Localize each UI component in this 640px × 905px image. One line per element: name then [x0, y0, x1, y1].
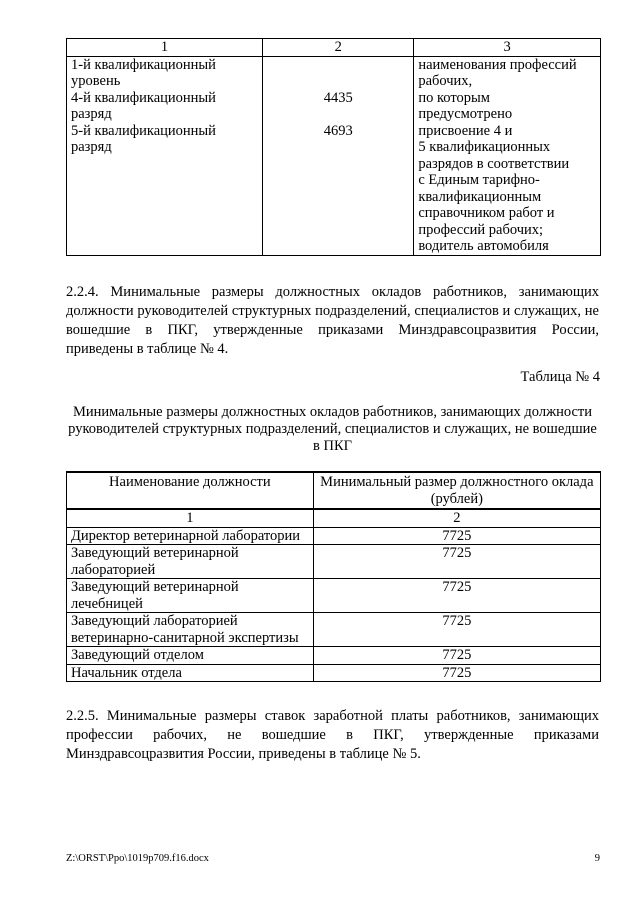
- qualification-level-cell: [67, 56, 263, 255]
- cell-line: разряд: [71, 139, 112, 155]
- cell-line: наименования профессий: [418, 56, 577, 73]
- page-number: 9: [594, 853, 600, 864]
- cell-line: водитель автомобиля: [418, 238, 549, 254]
- salary-cell: 7725: [313, 545, 600, 579]
- column-number-cell: 1: [67, 509, 314, 527]
- table-row: [67, 56, 601, 255]
- cell-line: [267, 57, 409, 74]
- cell-line: 5-й квалификационный: [71, 122, 216, 139]
- table-header-cell: 3: [414, 39, 601, 57]
- salary-cell: 7725: [313, 579, 600, 613]
- cell-line: уровень: [71, 73, 121, 89]
- cell-line: разряд: [71, 106, 112, 122]
- table-header-row: [67, 472, 601, 509]
- table-row: [67, 527, 601, 545]
- cell-line: рабочих,: [418, 73, 473, 89]
- salary-cell: [263, 56, 414, 255]
- cell-line: предусмотрено: [418, 106, 513, 122]
- position-cell: Начальник отдела: [67, 664, 314, 682]
- table-header-cell: Минимальный размер должностного оклада (рублей): [313, 472, 600, 509]
- salary-cell: 7725: [313, 664, 600, 682]
- table-header-row: [67, 39, 601, 57]
- salary-table: [66, 471, 601, 682]
- table-title: Минимальные размеры должностных окладов работников, занимающих должности руководителей структурных подразделений, специалистов и служащих, не вошедшие в ПКГ: [68, 404, 597, 454]
- position-cell: Заведующий ветеринарной лечебницей: [67, 579, 314, 613]
- table-row: [67, 664, 601, 682]
- table-header-cell: 2: [263, 39, 414, 57]
- cell-line: [267, 106, 409, 123]
- cell-line: 1-й квалификационный: [71, 56, 216, 73]
- position-cell: Заведующий отделом: [67, 647, 314, 665]
- qualification-table: [66, 38, 601, 256]
- footer-file-path: Z:\ORST\Ppo\1019p709.f16.docx: [66, 853, 209, 864]
- cell-line: квалификационным: [418, 188, 542, 205]
- table-header-cell: 1: [67, 39, 263, 57]
- cell-line: профессий рабочих;: [418, 221, 544, 238]
- position-cell: Заведующий лабораторией ветеринарно-санитарной экспертизы: [67, 613, 314, 647]
- cell-line: справочником работ и: [418, 205, 555, 221]
- cell-line: 4435: [323, 89, 353, 106]
- salary-cell: 7725: [313, 527, 600, 545]
- cell-line: 4693: [323, 122, 353, 139]
- cell-line: [267, 73, 409, 90]
- salary-cell: 7725: [313, 647, 600, 665]
- table-row: [67, 647, 601, 665]
- position-cell: Директор ветеринарной лаборатории: [67, 527, 314, 545]
- professions-cell: [414, 56, 601, 255]
- cell-line: 4-й квалификационный: [71, 89, 216, 106]
- table-number-row: [67, 509, 601, 527]
- table-header-cell: Наименование должности: [67, 472, 314, 509]
- position-cell: Заведующий ветеринарной лабораторией: [67, 545, 314, 579]
- table-row: [67, 613, 601, 647]
- salary-cell: 7725: [313, 613, 600, 647]
- table-row: [67, 545, 601, 579]
- paragraph-2-2-4: 2.2.4. Минимальные размеры должностных окладов работников, занимающих должности руководителей структурных подразделений, специалистов и служащих, не вошедшие в ПКГ, утвержденные приказами Минздравсоцразвития России, приведены в таблице № 4.: [66, 284, 599, 357]
- cell-line: присвоение 4 и: [418, 122, 513, 139]
- cell-line: с Единым тарифно-: [418, 172, 540, 188]
- paragraph-2-2-5: 2.2.5. Минимальные размеры ставок заработной платы работников, занимающих профессии рабочих, не вошедшие в ПКГ, утвержденные приказами Минздравсоцразвития России, приведены в таблице № 5.: [66, 708, 599, 762]
- table-caption: Таблица № 4: [520, 369, 600, 385]
- column-number-cell: 2: [313, 509, 600, 527]
- cell-line: по которым: [418, 89, 490, 106]
- table-row: [67, 579, 601, 613]
- cell-line: разрядов в соответствии: [418, 155, 570, 172]
- cell-line: 5 квалификационных: [418, 139, 551, 155]
